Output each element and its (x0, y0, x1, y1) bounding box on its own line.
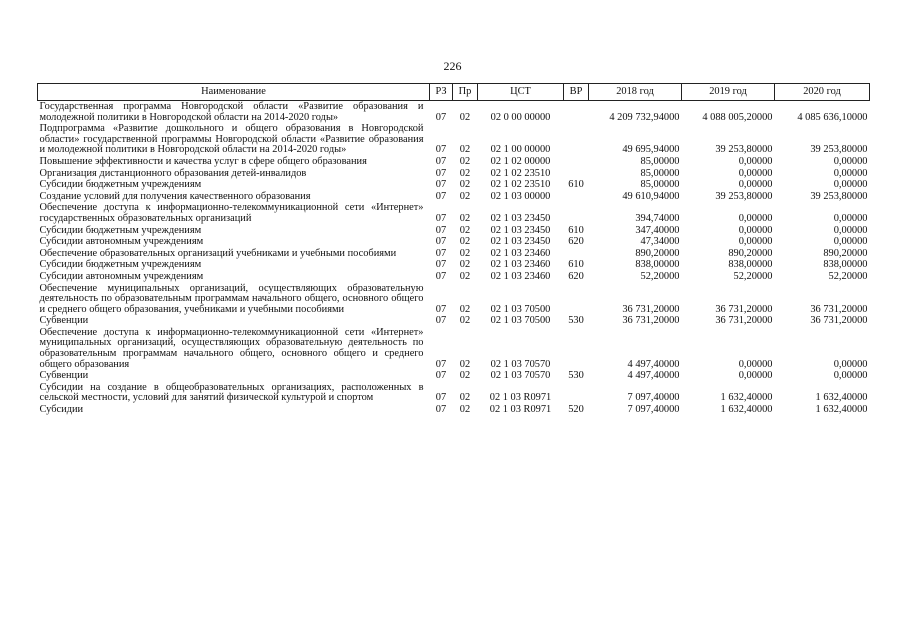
cell-rz: 07 (435, 315, 447, 327)
cell-2019: 0,00000 (738, 155, 773, 167)
cell-pr: 02 (459, 370, 471, 382)
cell-name: Субвенции (39, 315, 89, 327)
table-row (38, 404, 870, 416)
cell-2019: 0,00000 (738, 358, 773, 370)
cell-vr: 620 (568, 270, 584, 282)
cell-pr: 02 (459, 404, 471, 416)
table-row (38, 271, 870, 283)
cell-vr: 610 (568, 179, 584, 191)
header-2018: 2018 год (589, 84, 682, 101)
cell-name: Субсидии автономным учреждениям (39, 236, 204, 248)
header-2020: 2020 год (775, 84, 870, 101)
cell-2020: 890,20000 (823, 247, 868, 259)
cell-name: Обеспечение образовательных организаций учебниками и учебными пособиями (39, 247, 397, 259)
cell-vr: 530 (568, 370, 584, 382)
cell-name: Субсидии бюджетным учреждениям (39, 179, 202, 191)
cell-2018: 85,00000 (640, 155, 680, 167)
cell-rz: 07 (435, 179, 447, 191)
header-2019: 2019 год (682, 84, 775, 101)
cell-rz: 07 (435, 155, 447, 167)
cell-pr: 02 (459, 270, 471, 282)
table-row (38, 191, 870, 203)
cell-pr: 02 (459, 179, 471, 191)
cell-2019: 4 088 005,20000 (702, 111, 773, 123)
cell-name: Обеспечение муниципальных организаций, осуществляющих образовательную деятельность по образовательным программам начального общего, основного общего и среднего общего образования, учебниками и учебными пособиями (39, 282, 424, 315)
cell-name: Субсидии бюджетным учреждениям (39, 259, 202, 271)
cell-2019: 0,00000 (738, 224, 773, 236)
cell-name: Субсидии на создание в общеобразовательных организациях, расположенных в сельской местности, условий для занятий физической культурой и спортом (39, 381, 424, 404)
cell-vr (564, 382, 589, 404)
cell-name: Организация дистанционного образования детей-инвалидов (39, 167, 307, 179)
cell-pr: 02 (459, 155, 471, 167)
cell-rz: 07 (435, 190, 447, 202)
cell-2020: 0,00000 (833, 179, 868, 191)
cell-vr (564, 191, 589, 203)
cell-cst: 02 1 02 23510 (490, 167, 551, 179)
table-row (38, 283, 870, 316)
cell-rz: 07 (435, 404, 447, 416)
cell-pr: 02 (459, 303, 471, 315)
cell-2020: 0,00000 (833, 370, 868, 382)
cell-2018: 85,00000 (640, 179, 680, 191)
cell-2018: 49 610,94000 (622, 190, 680, 202)
cell-rz: 07 (435, 370, 447, 382)
cell-rz: 07 (435, 212, 447, 224)
cell-vr (564, 123, 589, 156)
cell-2020: 1 632,40000 (815, 392, 868, 404)
cell-vr: 530 (568, 315, 584, 327)
cell-name: Создание условий для получения качественного образования (39, 190, 311, 202)
cell-rz: 07 (435, 259, 447, 271)
cell-2020: 1 632,40000 (815, 404, 868, 416)
cell-2018: 838,00000 (635, 259, 680, 271)
cell-2018: 394,74000 (635, 212, 680, 224)
cell-pr: 02 (459, 190, 471, 202)
cell-2020: 0,00000 (833, 155, 868, 167)
cell-2018: 49 695,94000 (622, 144, 680, 156)
cell-2020: 39 253,80000 (810, 190, 868, 202)
cell-2019: 0,00000 (738, 179, 773, 191)
cell-name: Субсидии бюджетным учреждениям (39, 224, 202, 236)
header-pr: Пр (453, 84, 478, 101)
table-body (38, 101, 870, 416)
header-row (38, 84, 870, 101)
cell-rz: 07 (435, 111, 447, 123)
cell-vr (564, 168, 589, 180)
cell-rz: 07 (435, 392, 447, 404)
cell-cst: 02 1 02 00000 (490, 155, 551, 167)
table-row (38, 327, 870, 370)
cell-cst: 02 1 03 23450 (490, 224, 551, 236)
cell-2018: 4 497,40000 (627, 370, 680, 382)
budget-table (37, 83, 870, 416)
cell-cst: 02 1 03 23460 (490, 259, 551, 271)
cell-name: Обеспечение доступа к информационно-телекоммуникационной сети «Интернет» муниципальных организаций, осуществляющих образовательную деятельность по образовательным программам начального общего, основного общего и среднего общего образования (39, 326, 424, 370)
cell-pr: 02 (459, 259, 471, 271)
table-row (38, 202, 870, 224)
cell-cst: 02 1 03 R0971 (489, 392, 552, 404)
cell-rz: 07 (435, 236, 447, 248)
cell-2019: 0,00000 (738, 212, 773, 224)
cell-name: Субсидии автономным учреждениям (39, 270, 204, 282)
cell-pr: 02 (459, 358, 471, 370)
cell-cst: 02 0 00 00000 (490, 111, 551, 123)
table-row (38, 179, 870, 191)
table-row (38, 156, 870, 168)
cell-name: Субвенции (39, 370, 89, 382)
cell-cst: 02 1 03 R0971 (489, 404, 552, 416)
cell-rz: 07 (435, 270, 447, 282)
cell-pr: 02 (459, 212, 471, 224)
cell-vr: 620 (568, 236, 584, 248)
table-row (38, 123, 870, 156)
cell-2020: 838,00000 (823, 259, 868, 271)
cell-pr: 02 (459, 236, 471, 248)
cell-2019: 39 253,80000 (715, 144, 773, 156)
cell-rz: 07 (435, 144, 447, 156)
cell-name: Обеспечение доступа к информационно-телекоммуникационной сети «Интернет» государственных образовательных организаций (39, 202, 424, 224)
cell-2019: 1 632,40000 (720, 404, 773, 416)
table-row (38, 236, 870, 248)
header-cst: ЦСТ (478, 84, 564, 101)
cell-vr (564, 248, 589, 260)
cell-2020: 39 253,80000 (810, 144, 868, 156)
cell-pr: 02 (459, 247, 471, 259)
cell-2019: 1 632,40000 (720, 392, 773, 404)
cell-cst: 02 1 02 23510 (490, 179, 551, 191)
cell-name: Подпрограмма «Развитие дошкольного и общего образования в Новгородской области» государственной программы Новгородской области «Развитие образования и молодежной политики в Новгородской области на 2014-2020 годы» (39, 123, 424, 156)
cell-2018: 47,34000 (640, 236, 680, 248)
table-row (38, 248, 870, 260)
table-row (38, 101, 870, 124)
cell-name: Государственная программа Новгородской области «Развитие образования и молодежной политики в Новгородской области на 2014-2020 годы» (39, 101, 424, 123)
cell-2019: 0,00000 (738, 167, 773, 179)
cell-2020: 52,20000 (828, 270, 868, 282)
cell-2020: 4 085 636,10000 (797, 111, 868, 123)
table-row (38, 370, 870, 382)
cell-2018: 890,20000 (635, 247, 680, 259)
cell-2018: 85,00000 (640, 167, 680, 179)
cell-2019: 36 731,20000 (715, 315, 773, 327)
cell-2019: 52,20000 (733, 270, 773, 282)
cell-name: Повышение эффективности и качества услуг в сфере общего образования (39, 155, 367, 167)
cell-cst: 02 1 03 23450 (490, 236, 551, 248)
cell-rz: 07 (435, 224, 447, 236)
cell-rz: 07 (435, 303, 447, 315)
table-row (38, 382, 870, 404)
cell-2019: 0,00000 (738, 370, 773, 382)
table-row (38, 315, 870, 327)
cell-2019: 890,20000 (728, 247, 773, 259)
cell-cst: 02 1 03 00000 (490, 190, 551, 202)
page-number: 226 (443, 59, 462, 73)
cell-2020: 36 731,20000 (810, 303, 868, 315)
cell-pr: 02 (459, 111, 471, 123)
cell-2018: 347,40000 (635, 224, 680, 236)
cell-vr: 610 (568, 224, 584, 236)
cell-2019: 39 253,80000 (715, 190, 773, 202)
cell-pr: 02 (459, 167, 471, 179)
cell-vr (564, 156, 589, 168)
cell-rz: 07 (435, 358, 447, 370)
cell-2019: 0,00000 (738, 236, 773, 248)
cell-2020: 0,00000 (833, 236, 868, 248)
cell-2019: 838,00000 (728, 259, 773, 271)
cell-2018: 36 731,20000 (622, 303, 680, 315)
cell-pr: 02 (459, 144, 471, 156)
cell-cst: 02 1 03 70500 (490, 315, 551, 327)
cell-cst: 02 1 03 23460 (490, 270, 551, 282)
cell-vr (564, 101, 589, 124)
cell-2020: 0,00000 (833, 224, 868, 236)
cell-2018: 7 097,40000 (627, 404, 680, 416)
cell-2018: 4 209 732,94000 (609, 111, 680, 123)
table-header (38, 84, 870, 101)
cell-2019: 36 731,20000 (715, 303, 773, 315)
cell-vr (564, 202, 589, 224)
cell-pr: 02 (459, 315, 471, 327)
cell-rz: 07 (435, 167, 447, 179)
cell-name: Субсидии (39, 404, 84, 416)
cell-2018: 52,20000 (640, 270, 680, 282)
cell-cst: 02 1 03 70570 (490, 358, 551, 370)
cell-vr: 520 (568, 404, 584, 416)
cell-vr: 610 (568, 259, 584, 271)
cell-rz: 07 (435, 247, 447, 259)
cell-2018: 7 097,40000 (627, 392, 680, 404)
cell-cst: 02 1 03 70570 (490, 370, 551, 382)
header-vr: ВР (564, 84, 589, 101)
table-row (38, 259, 870, 271)
cell-pr: 02 (459, 392, 471, 404)
cell-2020: 0,00000 (833, 212, 868, 224)
cell-vr (564, 327, 589, 370)
header-rz: РЗ (430, 84, 453, 101)
cell-2020: 0,00000 (833, 358, 868, 370)
cell-cst: 02 1 00 00000 (490, 144, 551, 156)
cell-cst: 02 1 03 70500 (490, 303, 551, 315)
cell-2018: 4 497,40000 (627, 358, 680, 370)
cell-2018: 36 731,20000 (622, 315, 680, 327)
header-name: Наименование (38, 84, 430, 101)
cell-pr: 02 (459, 224, 471, 236)
cell-2020: 0,00000 (833, 167, 868, 179)
cell-2020: 36 731,20000 (810, 315, 868, 327)
table-row (38, 225, 870, 237)
table-row (38, 168, 870, 180)
cell-vr (564, 283, 589, 316)
cell-cst: 02 1 03 23450 (490, 212, 551, 224)
cell-cst: 02 1 03 23460 (490, 247, 551, 259)
